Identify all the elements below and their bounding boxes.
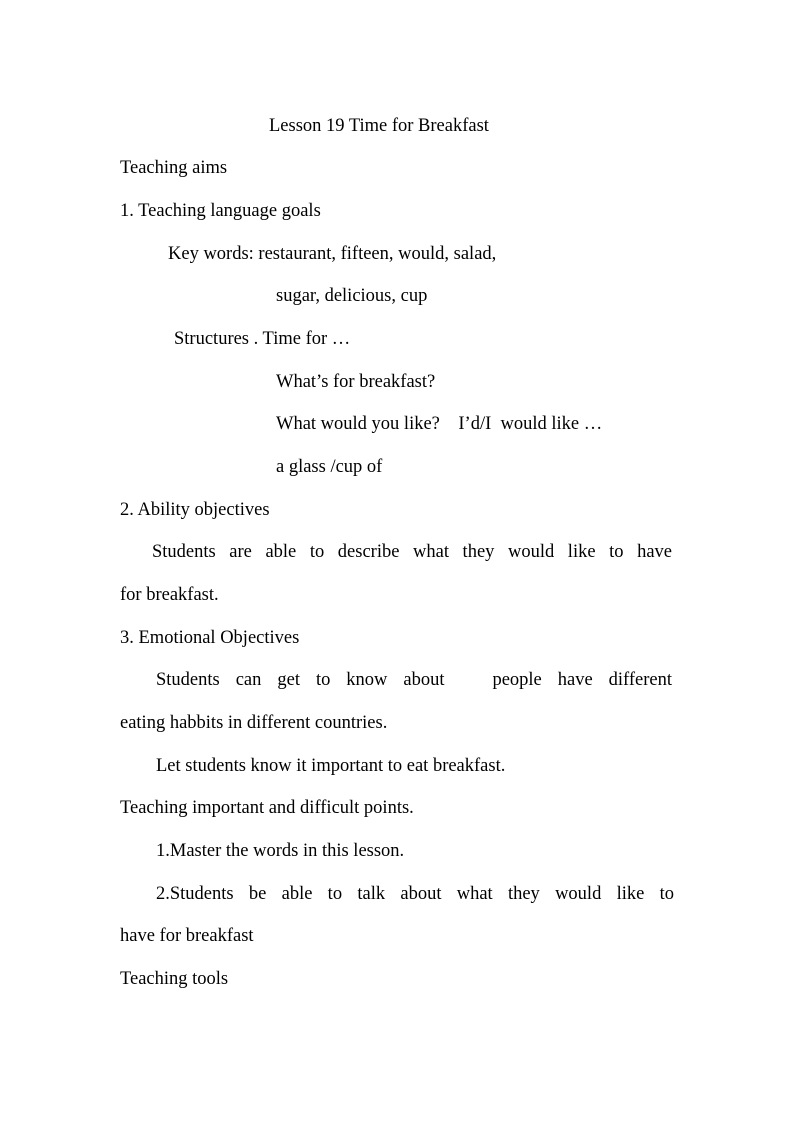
emotional-objectives-text-2: Let students know it important to eat breakfast. [156, 756, 506, 776]
emotional-objectives-heading: 3. Emotional Objectives [120, 628, 300, 648]
key-words-line-1: Key words: restaurant, fifteen, would, salad, [168, 244, 497, 264]
key-words-line-2: sugar, delicious, cup [276, 286, 428, 306]
page-title: Lesson 19 Time for Breakfast [269, 116, 489, 136]
teaching-aims-heading: Teaching aims [120, 158, 228, 178]
ability-objectives-heading: 2. Ability objectives [120, 500, 270, 520]
teaching-tools-heading: Teaching tools [120, 969, 229, 989]
structures-line-1: Structures . Time for … [174, 329, 351, 349]
important-points-heading: Teaching important and difficult points. [120, 798, 414, 818]
important-point-2-line-1: 2.Students be able to talk about what they would like to [156, 884, 674, 904]
structures-line-3: What would you like? I’d/I would like … [276, 414, 603, 434]
structures-line-4: a glass /cup of [276, 457, 383, 477]
ability-objectives-text-line-2: for breakfast. [120, 585, 219, 605]
important-point-1: 1.Master the words in this lesson. [156, 841, 405, 861]
important-point-2-line-2: have for breakfast [120, 926, 254, 946]
ability-objectives-text-line-1: Students are able to describe what they would like to have [152, 542, 672, 562]
language-goals-heading: 1. Teaching language goals [120, 201, 321, 221]
emotional-objectives-text-1-line-2: eating habbits in different countries. [120, 713, 388, 733]
emotional-objectives-text-1-line-1: Students can get to know about people have different [156, 670, 672, 690]
structures-line-2: What’s for breakfast? [276, 372, 436, 392]
